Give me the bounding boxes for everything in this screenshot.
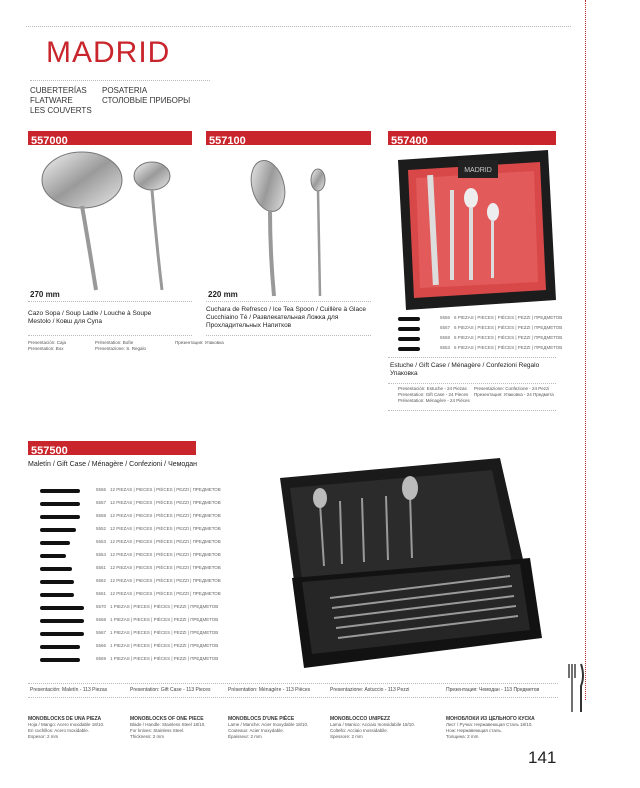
divider bbox=[28, 697, 558, 698]
spoon-silhouette bbox=[40, 502, 80, 506]
item-code: 5557 bbox=[440, 325, 451, 330]
product-size: 220 mm bbox=[208, 290, 238, 299]
desc-line: Прохладительных Напитков bbox=[206, 322, 292, 329]
desc-line: Estuche / Gift Case / Ménagère / Confezioni Regalo bbox=[390, 362, 540, 369]
item-code: 5566 bbox=[96, 643, 107, 648]
item-pieces: 12 PIEZAS | PIECES | PIÈCES | PEZZI | ПРЕДМЕТОВ bbox=[110, 500, 221, 505]
product-code-bar-557500 bbox=[28, 441, 196, 455]
ice-tea-spoon-image bbox=[240, 158, 340, 298]
list-item bbox=[40, 590, 221, 600]
fork-silhouette bbox=[398, 337, 420, 341]
divider bbox=[28, 335, 192, 336]
item-code: 5553 bbox=[440, 345, 451, 350]
dinner-knife-silhouette bbox=[40, 489, 80, 493]
product-code: 557500 bbox=[31, 445, 68, 457]
list-item bbox=[398, 334, 563, 344]
soup-ladle-image bbox=[30, 150, 192, 298]
desc-line: Mestolo / Ковш для Супа bbox=[28, 318, 103, 325]
footer-line: Spessore: 2 mm bbox=[330, 734, 363, 739]
dessert-knife-silhouette bbox=[40, 528, 76, 532]
item-code: 5556 bbox=[96, 487, 107, 492]
category-item: LES COUVERTS bbox=[30, 106, 92, 115]
pres-line: Présentation: Boîte bbox=[95, 340, 134, 345]
product-code-bar-557100 bbox=[206, 131, 371, 145]
item-code: 5569 bbox=[96, 656, 107, 661]
presentation-item: Presentazione: Astuccio - 113 Pezzi bbox=[330, 687, 410, 693]
footer-column bbox=[130, 716, 240, 740]
product-code-bar-557000 bbox=[28, 131, 192, 145]
list-item bbox=[40, 577, 221, 587]
cutlery-icon bbox=[566, 662, 586, 714]
item-code: 5567 bbox=[96, 630, 107, 635]
gift-case-113-image bbox=[280, 458, 545, 676]
item-pieces: 12 PIEZAS | PIECES | PIÈCES | PEZZI | ПРЕДМЕТОВ bbox=[110, 526, 221, 531]
list-item bbox=[40, 499, 221, 509]
gift-case-24-image bbox=[398, 150, 558, 310]
footer-line: Нож: Нержавеющая сталь. bbox=[446, 728, 503, 733]
footer-title: MONOBLOCCO UNIPEZZ bbox=[330, 716, 390, 722]
list-item bbox=[398, 314, 563, 324]
product-size: 270 mm bbox=[30, 290, 60, 299]
ladle-silhouette bbox=[40, 606, 84, 610]
item-pieces: 12 PIEZAS | PIECES | PIÈCES | PEZZI | ПРЕДМЕТОВ bbox=[110, 565, 221, 570]
item-pieces: 1 PIEZAS | PIECES | PIÈCES | PEZZI | ПРЕДМЕТОВ bbox=[110, 656, 219, 661]
item-code: 5553 bbox=[96, 539, 107, 544]
pres-line: Presentación: Caja bbox=[28, 340, 67, 345]
presentation-item: Presentation: Gift Case - 113 Pieces bbox=[130, 687, 211, 693]
list-item bbox=[40, 564, 221, 574]
list-item bbox=[40, 538, 221, 548]
footer-line: En cuchillos: Acero Inoxidable. bbox=[28, 728, 90, 733]
category-item: CUBERTERÍAS bbox=[30, 86, 87, 95]
presentation-block bbox=[95, 340, 146, 352]
teaspoon-silhouette bbox=[398, 347, 420, 351]
box-label: MADRID bbox=[464, 167, 492, 174]
pres-line: Презентация: Упаковка - 24 Предмета bbox=[474, 392, 554, 397]
category-item: POSATERIA bbox=[102, 86, 148, 95]
item-pieces: 1 PIEZAS | PIECES | PIÈCES | PEZZI | ПРЕДМЕТОВ bbox=[110, 630, 219, 635]
title-underline bbox=[30, 80, 210, 81]
footer-line: Лист / Ручка: Нержавеющая Сталь 18/10. bbox=[446, 722, 533, 727]
page-edge-dotline bbox=[585, 0, 586, 700]
spoon-silhouette bbox=[398, 327, 420, 331]
item-code: 5558 bbox=[96, 513, 107, 518]
item-pieces: 6 PIEZAS | PIECES | PIÈCES | PEZZI | ПРЕДМЕТОВ bbox=[454, 325, 563, 330]
footer-title: MONOBLOCKS OF ONE PIECE bbox=[130, 716, 204, 722]
teaspoon-silhouette bbox=[40, 541, 70, 545]
list-item bbox=[40, 629, 219, 639]
fish-knife-silhouette bbox=[40, 580, 74, 584]
product-description bbox=[390, 362, 560, 378]
product-code: 557100 bbox=[209, 135, 246, 147]
pres-line: Presentation: Box bbox=[28, 346, 64, 351]
footer-column bbox=[28, 716, 138, 740]
footer-line: Lama / Manico: Acciaio Inossidabile 18/10. bbox=[330, 722, 416, 727]
list-item bbox=[40, 603, 219, 613]
presentation-block bbox=[28, 340, 66, 352]
pres-line: Presentación: Estuche - 24 Piezas bbox=[398, 386, 467, 391]
pres-line: Presentazione: Confezione - 24 Pezzi bbox=[474, 386, 550, 391]
list-item bbox=[40, 486, 221, 496]
list-item bbox=[398, 344, 563, 354]
page-number: 141 bbox=[528, 748, 557, 767]
pres-line: Présentation: Ménagère - 24 Pièces bbox=[398, 398, 470, 403]
item-pieces: 1 PIEZAS | PIECES | PIÈCES | PEZZI | ПРЕДМЕТОВ bbox=[110, 604, 219, 609]
footer-line: Espesor: 2 mm bbox=[28, 734, 59, 739]
item-code: 5570 bbox=[96, 604, 107, 609]
item-pieces: 1 PIEZAS | PIECES | PIÈCES | PEZZI | ПРЕДМЕТОВ bbox=[110, 617, 219, 622]
serving-fork-silhouette bbox=[40, 632, 84, 636]
dessert-fork-silhouette bbox=[40, 567, 72, 571]
item-pieces: 12 PIEZAS | PIECES | PIÈCES | PEZZI | ПРЕДМЕТОВ bbox=[110, 487, 221, 492]
presentation-block bbox=[175, 340, 224, 346]
presentation-item: Презентация: Чемодан - 113 Предметов bbox=[446, 687, 540, 693]
divider bbox=[388, 410, 556, 411]
desc-line: Cazo Sopa / Soup Ladle / Louche à Soupe bbox=[28, 310, 152, 317]
divider bbox=[28, 683, 558, 684]
footer-line: For knives: Stainless Steel. bbox=[130, 728, 185, 733]
coffee-spoon-silhouette bbox=[40, 554, 66, 558]
footer-line: Couteaux: Acier Inoxydable. bbox=[228, 728, 285, 733]
item-code: 5561 bbox=[96, 591, 107, 596]
item-pieces: 12 PIEZAS | PIECES | PIÈCES | PEZZI | ПРЕДМЕТОВ bbox=[110, 591, 221, 596]
footer-line: Hoja / Mango: Acero Inoxidable 18/10. bbox=[28, 722, 105, 727]
item-code: 5568 bbox=[96, 617, 107, 622]
pres-line: Presentazione: S. Regalo bbox=[95, 346, 147, 351]
footer-title: МОНОБЛОКИ ИЗ ЦЕЛЬНОГО КУСКА bbox=[446, 716, 535, 722]
footer-column bbox=[228, 716, 338, 740]
page-title: MADRID bbox=[46, 36, 171, 69]
presentation-block bbox=[398, 386, 470, 404]
product-description bbox=[206, 306, 381, 330]
fork-silhouette bbox=[40, 515, 80, 519]
desc-line: Упаковка bbox=[390, 370, 418, 377]
item-pieces: 12 PIEZAS | PIECES | PIÈCES | PEZZI | ПРЕДМЕТОВ bbox=[110, 552, 221, 557]
item-code: 5551 bbox=[96, 565, 107, 570]
product-code: 557400 bbox=[391, 135, 428, 147]
category-item: СТОЛОВЫЕ ПРИБОРЫ bbox=[102, 96, 191, 105]
footer-column bbox=[446, 716, 556, 740]
divider bbox=[28, 301, 192, 302]
divider bbox=[388, 383, 556, 384]
cake-server-silhouette bbox=[40, 658, 80, 662]
footer-line: Épaisseur: 2 mm bbox=[228, 734, 262, 739]
footer-title: MONOBLOCKS DE UNA PIEZA bbox=[28, 716, 102, 722]
pres-line: Презентация: Упаковка bbox=[175, 340, 224, 345]
footer-column bbox=[330, 716, 440, 740]
item-code: 5554 bbox=[96, 552, 107, 557]
item-code: 5556 bbox=[440, 315, 451, 320]
item-pieces: 12 PIEZAS | PIECES | PIÈCES | PEZZI | ПРЕДМЕТОВ bbox=[110, 513, 221, 518]
item-pieces: 1 PIEZAS | PIECES | PIÈCES | PEZZI | ПРЕДМЕТОВ bbox=[110, 643, 219, 648]
product-code: 557000 bbox=[31, 135, 68, 147]
product-code-bar-557400 bbox=[388, 131, 556, 145]
footer-line: Толщина: 2 mm bbox=[446, 734, 479, 739]
item-code: 5562 bbox=[96, 578, 107, 583]
list-item bbox=[40, 512, 221, 522]
footer-line: Lame / Manche: Acier Inoxydable 18/10. bbox=[228, 722, 309, 727]
list-item bbox=[40, 642, 219, 652]
product-description bbox=[28, 310, 198, 326]
desc-line: Cuchara de Refresco / Ice Tea Spoon / Cuillère à Glace bbox=[206, 306, 366, 313]
item-pieces: 12 PIEZAS | PIECES | PIÈCES | PEZZI | ПРЕДМЕТОВ bbox=[110, 539, 221, 544]
dinner-knife-silhouette bbox=[398, 317, 420, 321]
category-list-right bbox=[102, 86, 190, 106]
list-item bbox=[40, 551, 221, 561]
footer-title: MONOBLOCS D'UNE PIÈCE bbox=[228, 716, 295, 722]
item-code: 5557 bbox=[96, 500, 107, 505]
presentation-block bbox=[474, 386, 554, 398]
list-item bbox=[40, 655, 219, 665]
list-item bbox=[40, 525, 221, 535]
presentation-item: Presentación: Maletín - 113 Piezas bbox=[30, 687, 108, 693]
serving-spoon-silhouette bbox=[40, 619, 84, 623]
item-pieces: 6 PIEZAS | PIECES | PIÈCES | PEZZI | ПРЕДМЕТОВ bbox=[454, 315, 563, 320]
sauce-ladle-silhouette bbox=[40, 645, 80, 649]
item-code: 5552 bbox=[96, 526, 107, 531]
item-pieces: 6 PIEZAS | PIECES | PIÈCES | PEZZI | ПРЕДМЕТОВ bbox=[454, 345, 563, 350]
list-item bbox=[398, 324, 563, 334]
title-divider bbox=[26, 26, 571, 27]
item-code: 5558 bbox=[440, 335, 451, 340]
divider bbox=[206, 335, 371, 336]
footer-line: Blade / Handle: Stainless Steel 18/10. bbox=[130, 722, 206, 727]
category-item: FLATWARE bbox=[30, 96, 73, 105]
list-item bbox=[40, 616, 219, 626]
fish-fork-silhouette bbox=[40, 593, 74, 597]
divider bbox=[388, 357, 556, 358]
pres-line: Presentation: Gift Case - 24 Pieces bbox=[398, 392, 469, 397]
item-pieces: 6 PIEZAS | PIECES | PIÈCES | PEZZI | ПРЕДМЕТОВ bbox=[454, 335, 563, 340]
item-pieces: 12 PIEZAS | PIECES | PIÈCES | PEZZI | ПРЕДМЕТОВ bbox=[110, 578, 221, 583]
desc-line: Cucchiaino Tè / Развлекательная Ложка для bbox=[206, 314, 339, 321]
presentation-item: Présentation: Ménagère - 113 Pièces bbox=[228, 687, 311, 693]
footer-line: Coltello: Acciaio Inossidabile. bbox=[330, 728, 389, 733]
category-list-left bbox=[30, 86, 92, 116]
divider bbox=[206, 301, 371, 302]
product-description: Maletín / Gift Case / Ménagère / Confezioni / Чемодан bbox=[28, 461, 198, 468]
footer-line: Thickness: 2 mm bbox=[130, 734, 165, 739]
